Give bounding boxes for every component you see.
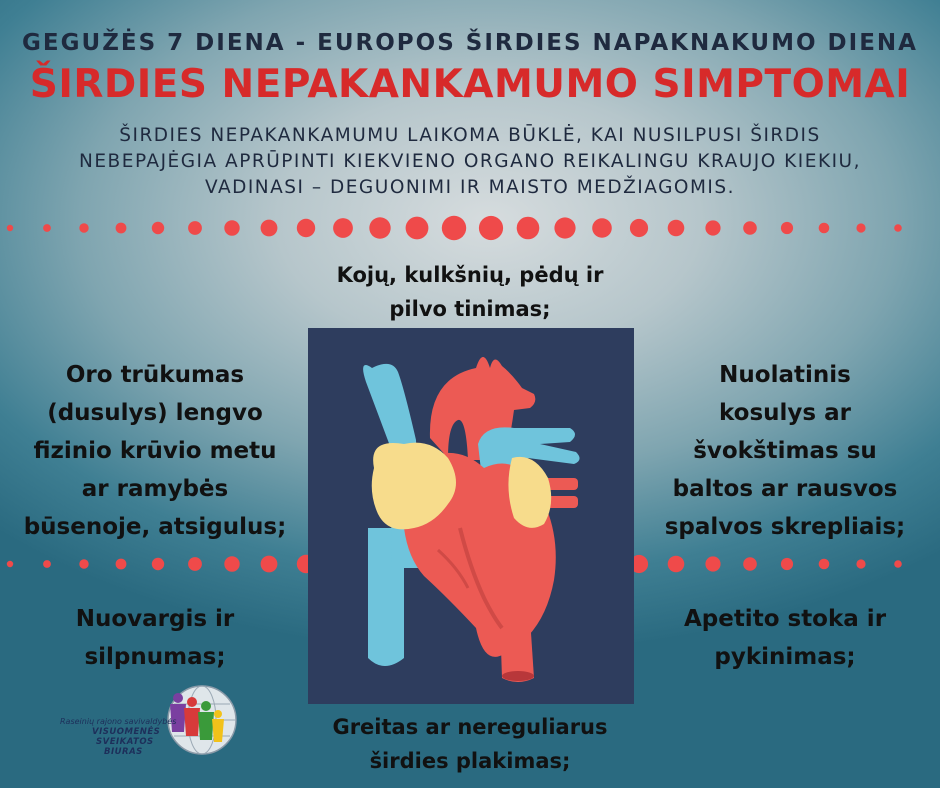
divider-dot: [894, 224, 902, 232]
intro-line: NEBEPAJĖGIA APRŪPINTI KIEKVIENO ORGANO REIKALINGU KRAUJO KIEKIU,: [79, 151, 861, 172]
divider-dot: [297, 219, 315, 237]
heart-panel: [308, 328, 634, 704]
symptom-line: Apetito stoka ir: [683, 606, 887, 632]
symptom-line: Nuolatinis: [719, 362, 851, 388]
divider-dot: [781, 222, 793, 234]
dot-divider-top: [0, 208, 940, 248]
divider-dot: [43, 560, 51, 568]
divider-dot: [781, 558, 793, 570]
heart-illustration-icon: [308, 328, 634, 704]
aorta-opening: [502, 671, 534, 681]
divider-dot: [7, 561, 13, 567]
divider-dot: [819, 223, 830, 234]
symptom-line: pykinimas;: [714, 644, 856, 670]
symptom-line: būsenoje, atsigulus;: [23, 514, 287, 540]
divider-dot: [894, 560, 902, 568]
divider-dot: [705, 220, 720, 235]
divider-dot: [668, 556, 685, 573]
divider-dot: [7, 225, 13, 231]
symptom-line: Nuovargis ir: [75, 606, 235, 632]
symptom-line: (dusulys) lengvo: [47, 400, 263, 426]
logo-name-line: SVEIKATOS: [96, 737, 154, 747]
logo-org-line: Raseinių rajono savivaldybės: [60, 717, 177, 726]
symptom-line: Kojų, kulkšnių, pėdų ir: [336, 263, 604, 287]
divider-dot: [406, 217, 429, 240]
divider-dot: [592, 218, 612, 238]
page-title: ŠIRDIES NEPAKANKAMUMO SIMPTOMAI: [29, 62, 911, 107]
divider-dot: [668, 220, 685, 237]
divider-dot: [819, 559, 830, 570]
intro-text: [20, 123, 920, 201]
symptom-fatigue: [10, 600, 300, 676]
symptom-cough: [640, 356, 930, 546]
symptom-breathlessness: [10, 356, 300, 546]
divider-dot: [261, 556, 278, 573]
divider-dot: [554, 217, 575, 238]
divider-dot: [224, 556, 239, 571]
symptom-line: Oro trūkumas: [65, 362, 245, 388]
symptom-appetite: [640, 600, 930, 676]
symptom-line: fizinio krūvio metu: [33, 438, 277, 464]
divider-dot: [630, 219, 648, 237]
intro-line: VADINASI – DEGUONIMI IR MAISTO MEDŽIAGOMIS.: [204, 177, 736, 198]
symptom-line: baltos ar rausvos: [672, 476, 898, 502]
divider-dot: [261, 220, 278, 237]
divider-dot: [79, 223, 88, 232]
divider-dot: [517, 217, 540, 240]
heart-fat-right: [508, 457, 551, 528]
divider-dot: [152, 222, 164, 234]
divider-dot: [479, 216, 503, 240]
divider-dot: [188, 221, 202, 235]
symptom-line: kosulys ar: [719, 400, 851, 426]
symptom-swelling: [300, 258, 640, 326]
divider-dot: [116, 559, 127, 570]
divider-dot: [116, 223, 127, 234]
divider-dot: [743, 221, 757, 235]
symptom-line: širdies plakimas;: [369, 749, 571, 773]
logo-name-line: VISUOMENĖS: [92, 727, 161, 737]
event-kicker: GEGUŽĖS 7 DIENA - EUROPOS ŠIRDIES NAPAKNAKUMO DIENA: [22, 30, 918, 56]
divider-dot: [79, 559, 88, 568]
org-logo: [52, 684, 242, 764]
divider-dot: [224, 220, 239, 235]
symptom-line: silpnumas;: [84, 644, 226, 670]
divider-dot: [333, 218, 353, 238]
symptom-line: pilvo tinimas;: [389, 297, 551, 321]
divider-dot: [152, 558, 164, 570]
symptom-line: švokštimas su: [693, 438, 877, 464]
divider-dot: [705, 556, 720, 571]
symptom-line: spalvos skrepliais;: [664, 514, 906, 540]
logo-name-line: BIURAS: [104, 747, 143, 757]
divider-dot: [43, 224, 51, 232]
divider-dot: [369, 217, 390, 238]
intro-line: ŠIRDIES NEPAKANKAMUMU LAIKOMA BŪKLĖ, KAI NUSILPUSI ŠIRDIS: [119, 125, 821, 146]
divider-dot: [856, 223, 865, 232]
divider-dot: [743, 557, 757, 571]
divider-dot: [856, 559, 865, 568]
symptom-line: Greitas ar nereguliarus: [332, 715, 608, 739]
divider-dot: [188, 557, 202, 571]
symptom-palpitations: [300, 710, 640, 778]
divider-dot: [442, 216, 466, 240]
symptom-line: ar ramybės: [81, 476, 229, 502]
